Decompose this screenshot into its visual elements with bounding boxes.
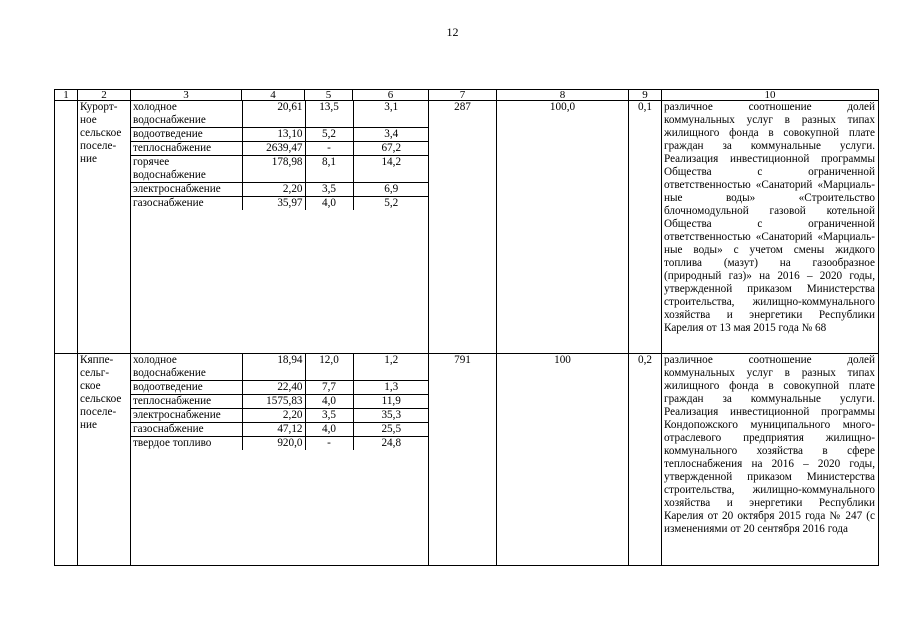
- service-row: [131, 381, 429, 395]
- table-row: [55, 101, 879, 354]
- services-block: [131, 354, 429, 566]
- service-name: газоснабжение: [131, 197, 242, 211]
- service-value-6: 1,2: [353, 354, 429, 381]
- service-value-6: 25,5: [353, 423, 429, 437]
- value-col-7: 287: [429, 101, 497, 354]
- service-value-4: 2639,47: [242, 142, 305, 156]
- service-name: газоснабжение: [131, 423, 242, 437]
- header-cell: 7: [429, 90, 497, 101]
- service-value-6: 14,2: [353, 156, 429, 183]
- header-cell: 3: [131, 90, 242, 101]
- settlement-name: Курорт-ное сельское поселе-ние: [78, 101, 131, 354]
- service-row: [131, 156, 429, 183]
- service-value-4: 20,61: [242, 101, 305, 128]
- service-row: [131, 409, 429, 423]
- value-col-8: 100: [497, 354, 629, 566]
- service-value-4: 35,97: [242, 197, 305, 211]
- service-value-5: 12,0: [305, 354, 353, 381]
- service-row: [131, 101, 429, 128]
- tariff-table: [54, 89, 879, 566]
- service-value-4: 1575,83: [242, 395, 305, 409]
- service-row: [131, 197, 429, 211]
- service-row: [131, 183, 429, 197]
- service-value-4: 22,40: [242, 381, 305, 395]
- service-row: [131, 423, 429, 437]
- service-name: холодное водоснабжение: [131, 101, 242, 128]
- header-cell: 10: [662, 90, 879, 101]
- header-row: [55, 90, 879, 101]
- service-row: [131, 395, 429, 409]
- service-value-6: 3,4: [353, 128, 429, 142]
- header-cell: 8: [497, 90, 629, 101]
- header-cell: 2: [78, 90, 131, 101]
- service-value-6: 5,2: [384, 197, 399, 209]
- service-value-4: 13,10: [242, 128, 305, 142]
- service-value-4: 2,20: [242, 183, 305, 197]
- value-col-8: 100,0: [497, 101, 629, 354]
- service-name: водоотведение: [131, 128, 242, 142]
- service-value-5: 7,7: [305, 381, 353, 395]
- value-col-9: 0,2: [629, 354, 662, 566]
- service-value-5: 4,0: [305, 395, 353, 409]
- service-value-6: 11,9: [353, 395, 429, 409]
- service-value-5: 13,5: [305, 101, 353, 128]
- note-text: различное соотношение долей коммунальных услуг в разных типах жилищного фонда в совокупной плате граждан за коммунальные услуги. Реализация инвестиционной программы Кондопожского муниципального много-отраслевого предприятия жилищно-коммунального хозяйства в сфере теплоснабжения на 2016 – 2020 годы, утвержденной приказом Министерства строительства, жилищно-коммунального хозяйства и энергетики Республики Карелия от 20 октября 2015 года № 247 (с изменениями от 20 сентября 2016 года: [662, 354, 879, 566]
- value-col-7: 791: [429, 354, 497, 566]
- service-value-6: 1,3: [353, 381, 429, 395]
- table-row: [55, 354, 879, 566]
- service-value-5: 3,5: [305, 409, 353, 423]
- service-row: [131, 142, 429, 156]
- service-value-4: 18,94: [242, 354, 305, 381]
- service-value-4: 178,98: [242, 156, 305, 183]
- service-name: твердое топливо: [131, 437, 242, 451]
- service-value-6: 6,9: [353, 183, 429, 197]
- service-value-4: 47,12: [242, 423, 305, 437]
- service-name: электроснабжение: [131, 183, 242, 197]
- index-cell: [55, 101, 78, 354]
- service-value-4: 920,0: [242, 437, 305, 451]
- header-cell: 9: [629, 90, 662, 101]
- service-value-5: 8,1: [305, 156, 353, 183]
- service-row: [131, 354, 429, 381]
- service-value-6: 67,2: [353, 142, 429, 156]
- page-number: 12: [446, 25, 459, 39]
- header-cell: 4: [242, 90, 305, 101]
- service-name: электроснабжение: [131, 409, 242, 423]
- value-col-9: 0,1: [629, 101, 662, 354]
- header-cell: 1: [55, 90, 78, 101]
- service-value-6: 3,1: [353, 101, 429, 128]
- service-name: теплоснабжение: [131, 395, 242, 409]
- service-value-6: 35,3: [353, 409, 429, 423]
- header-cell: 5: [305, 90, 353, 101]
- service-value-6: 24,8: [381, 437, 402, 449]
- service-value-5: 4,0: [305, 197, 353, 211]
- service-value-5: -: [305, 142, 353, 156]
- header-cell: 6: [353, 90, 429, 101]
- service-value-5: 5,2: [305, 128, 353, 142]
- service-row: [131, 437, 429, 451]
- service-value-5: -: [305, 437, 353, 451]
- services-block: [131, 101, 429, 354]
- service-value-5: 3,5: [305, 183, 353, 197]
- index-cell: [55, 354, 78, 566]
- service-row: [131, 128, 429, 142]
- settlement-name: Кяппе-сельг-ское сельское поселе-ние: [78, 354, 131, 566]
- service-name: теплоснабжение: [131, 142, 242, 156]
- service-value-4: 2,20: [242, 409, 305, 423]
- service-name: водоотведение: [131, 381, 242, 395]
- service-value-5: 4,0: [305, 423, 353, 437]
- service-name: холодное водоснабжение: [131, 354, 242, 381]
- service-name: горячее водоснабжение: [131, 156, 242, 183]
- note-text: различное соотношение долей коммунальных услуг в разных типах жилищного фонда в совокупной плате граждан за коммунальные услуги. Реализация инвестиционной программы Общества с ограниченной ответственностью «Санаторий «Марциаль-ные воды» «Строительство блочномодульной газовой котельной Общества с ограниченной ответственностью «Санаторий «Марциаль-ные воды» с учетом смены жидкого топлива (мазут) на газообразное (природный газ)» на 2016 – 2020 годы, утвержденной приказом Министерства строительства, жилищно-коммунального хозяйства и энергетики Республики Карелия от 13 мая 2015 года № 68: [662, 101, 879, 354]
